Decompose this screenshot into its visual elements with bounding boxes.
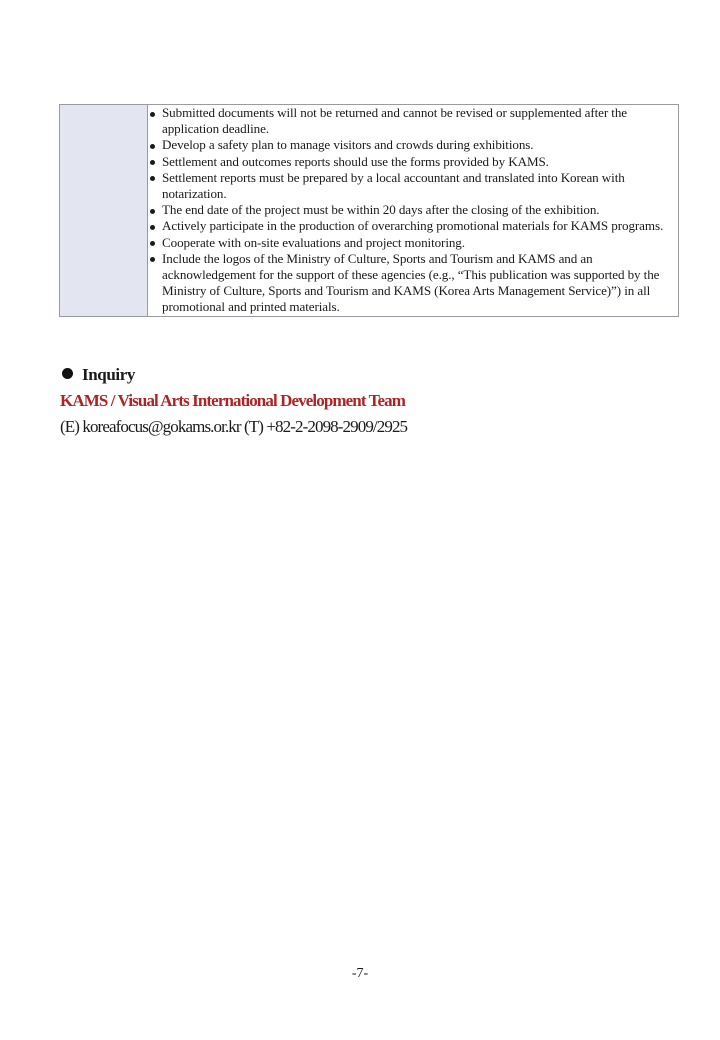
notes-list xyxy=(148,105,678,316)
list-item xyxy=(148,154,678,170)
notes-table xyxy=(59,104,679,317)
bullet-icon xyxy=(150,144,155,149)
list-item xyxy=(148,235,678,251)
list-item-text: Include the logos of the Ministry of Culture, Sports and Tourism and KAMS and an acknowledgement for the support of these agencies (e.g., “This publication was supported by the Ministry of Culture, Sports and Tourism and KAMS (Korea Arts Management Service)”) in all promotional and printed materials. xyxy=(162,250,660,315)
list-item-text: Settlement reports must be prepared by a local accountant and translated into Korean with notarization. xyxy=(162,169,625,202)
table-row xyxy=(60,105,679,317)
list-item xyxy=(148,202,678,218)
bullet-icon xyxy=(150,176,155,181)
list-item-text: Cooperate with on-site evaluations and project monitoring. xyxy=(162,234,465,250)
table-content-cell xyxy=(148,105,679,317)
inquiry-heading-text: Inquiry xyxy=(82,365,135,384)
bullet-icon xyxy=(150,112,155,117)
table-label-cell xyxy=(60,105,148,317)
inquiry-heading xyxy=(62,364,135,386)
bullet-icon xyxy=(150,160,155,165)
list-item-text: Develop a safety plan to manage visitors and crowds during exhibitions. xyxy=(162,137,534,153)
list-item-text: Settlement and outcomes reports should use the forms provided by KAMS. xyxy=(162,153,549,169)
list-item xyxy=(148,105,678,137)
list-item xyxy=(148,137,678,153)
bullet-icon xyxy=(150,257,155,262)
bullet-icon xyxy=(150,225,155,230)
page-number: -7- xyxy=(351,966,369,981)
list-item xyxy=(148,218,678,234)
contact-team-name: KAMS / Visual Arts International Development Team xyxy=(60,391,406,410)
list-item xyxy=(148,170,678,202)
bullet-icon xyxy=(150,209,155,214)
bullet-icon xyxy=(62,368,73,379)
list-item-text: The end date of the project must be within 20 days after the closing of the exhibition. xyxy=(162,202,600,218)
contact-details: (E) koreafocus@gokams.or.kr (T) +82-2-2098-2909/2925 xyxy=(60,417,408,436)
list-item-text: Submitted documents will not be returned and cannot be revised or supplemented after the application deadline. xyxy=(162,105,627,137)
bullet-icon xyxy=(150,241,155,246)
list-item-text: Actively participate in the production of overarching promotional materials for KAMS programs. xyxy=(162,218,664,234)
list-item xyxy=(148,251,678,316)
